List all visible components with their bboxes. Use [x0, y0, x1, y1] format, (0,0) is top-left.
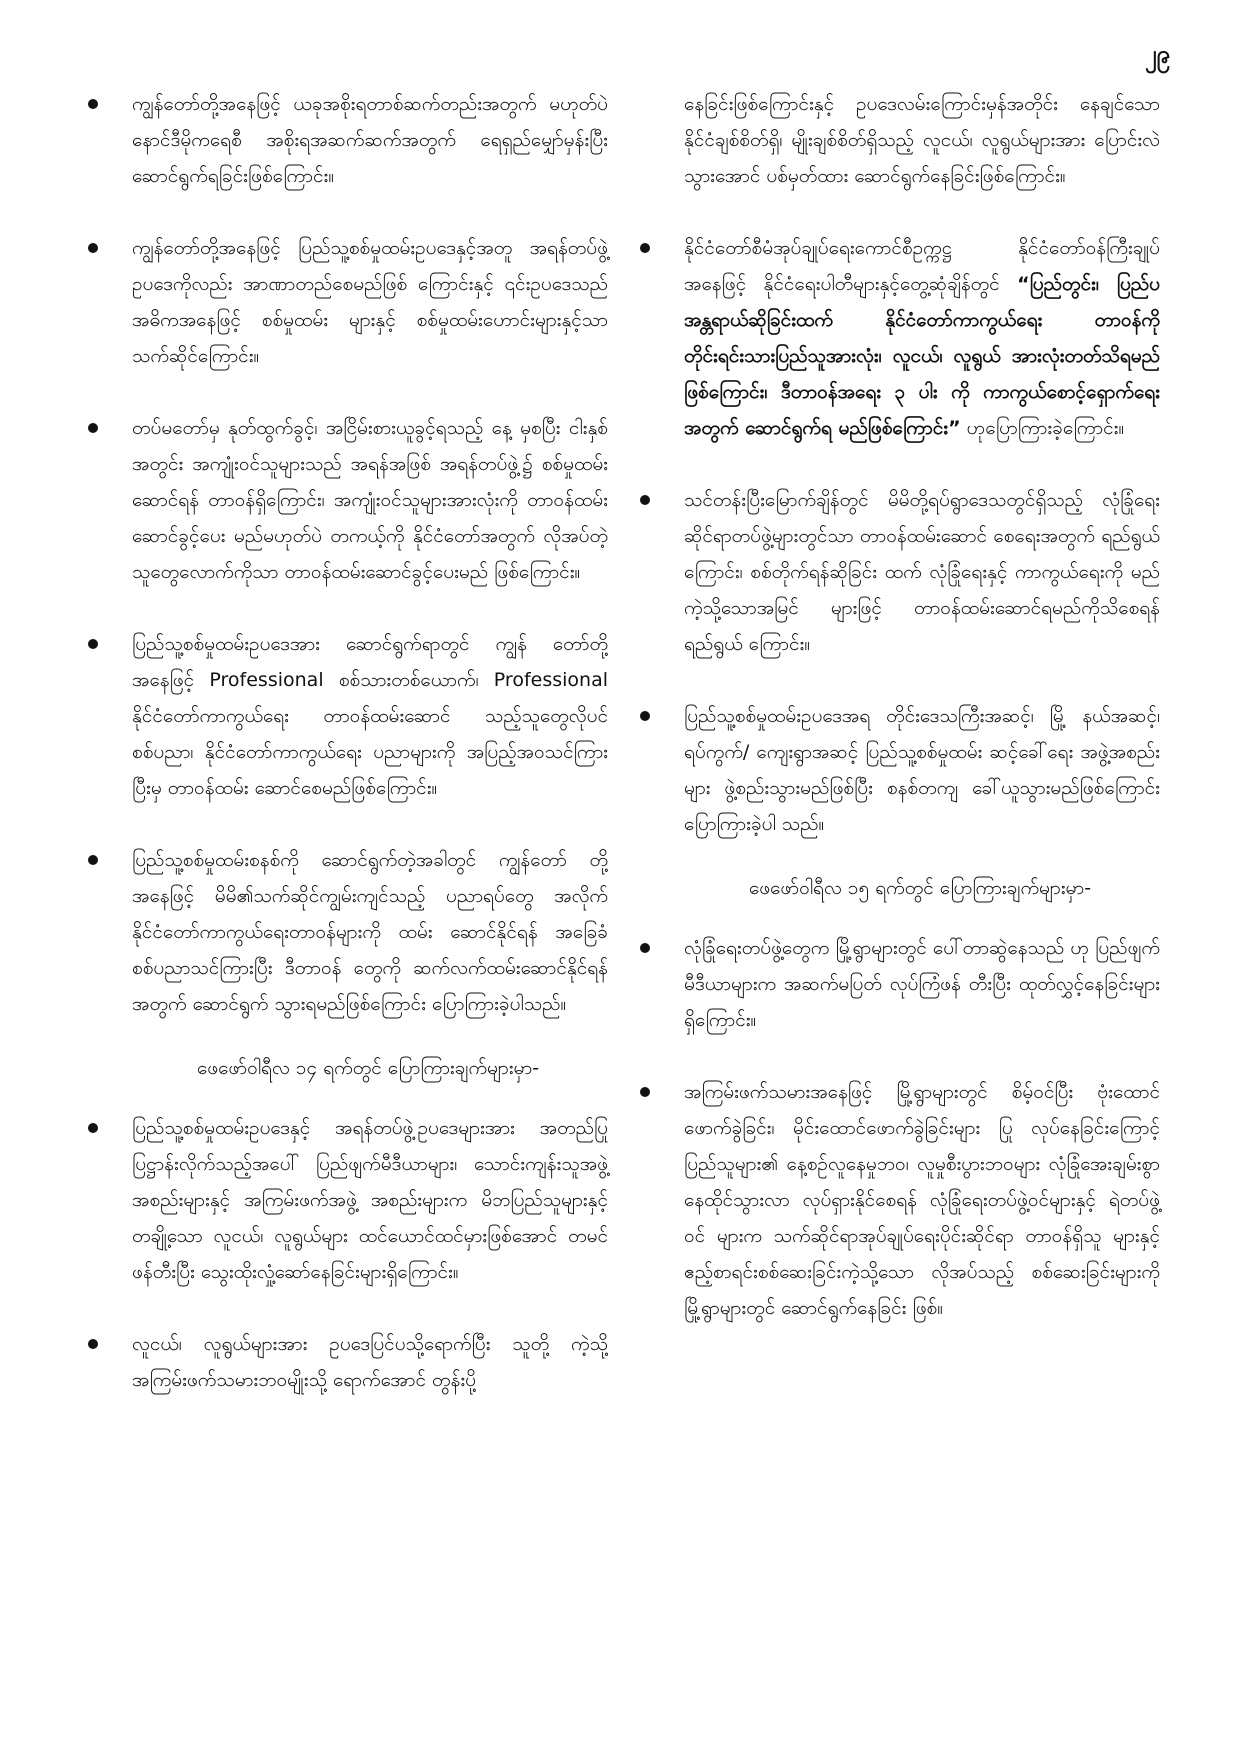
bullet-icon	[88, 99, 98, 109]
bullet-icon	[88, 855, 98, 865]
bullet-text: သင်တန်းပြီးမြောက်ချိန်တွင် မိမိတို့ရပ်ရွာဒေသတွင်ရှိသည့် လုံခြုံရေးဆိုင်ရာတပ်ဖွဲ့များတွင်သာ တာဝန်ထမ်းဆောင် စေရေးအတွက် ရည်ရွယ်ကြောင်း၊ စစ်တိုက်ရန်ဆိုခြင်း ထက် လုံခြုံရေးနှင့် ကာကွယ်ရေးကို မည်ကဲ့သို့သောအမြင် များဖြင့် တာဝန်ထမ်းဆောင်ရမည်ကိုသိစေရန် ရည်ရွယ် ကြောင်း။	[684, 489, 1160, 655]
bullet-item	[88, 626, 608, 806]
bullet-icon	[88, 423, 98, 433]
bullet-text: ပြည်သူ့စစ်မှုထမ်းစနစ်ကို ဆောင်ရွက်တဲ့အခါတွင် ကျွန်တော် တို့အနေဖြင့် မိမိ၏သက်ဆိုင်ကျွမ်းကျင်သည့် ပညာရပ်တွေ အလိုက် နိုင်ငံတော်ကာကွယ်ရေးတာဝန်များကို ထမ်း ဆောင်နိုင်ရန် အခြေခံစစ်ပညာသင်ကြားပြီး ဒီတာဝန် တွေကို ဆက်လက်ထမ်းဆောင်နိုင်ရန်အတွက် ဆောင်ရွက် သွားရမည်ဖြစ်ကြောင်း ပြောကြားခဲ့ပါသည်။	[132, 849, 608, 1015]
bullet-item	[88, 86, 608, 194]
bullet-item	[88, 410, 608, 590]
bullet-item	[640, 230, 1160, 446]
bullet-text: အကြမ်းဖက်သမားအနေဖြင့် မြို့ရွာများတွင် စိမ့်ဝင်ပြီး ဗုံးထောင်ဖောက်ခွဲခြင်း၊ မိုင်းထောင်ဖောက်ခွဲခြင်းများ ပြု လုပ်နေခြင်းကြောင့် ပြည်သူများ၏ နေ့စဉ်လူနေမှုဘဝ၊ လူမှုစီးပွားဘဝများ လုံခြုံအေးချမ်းစွာ နေထိုင်သွားလာ လုပ်ရှားနိုင်စေရန် လုံခြုံရေးတပ်ဖွဲ့ဝင်များနှင့် ရဲတပ်ဖွဲ့ဝင် များက သက်ဆိုင်ရာအုပ်ချုပ်ရေးပိုင်းဆိုင်ရာ တာဝန်ရှိသူ များနှင့် ဧည့်စာရင်းစစ်ဆေးခြင်းကဲ့သို့သော လိုအပ်သည့် စစ်ဆေးခြင်းများကို မြို့ရွာများတွင် ဆောင်ရွက်နေခြင်း ဖြစ်။	[684, 1081, 1160, 1319]
page-number: ၂၉	[1144, 40, 1170, 68]
bullet-icon	[88, 1339, 98, 1349]
bullet-text: ကျွန်တော်တို့အနေဖြင့် ယခုအစိုးရတာစ်ဆက်တည်းအတွက် မဟုတ်ပဲ နောင်ဒီမိုကရေစီ အစိုးရအဆက်ဆက်အတွက် ရေရှည်မျှော်မှန်းပြီး ဆောင်ရွက်ရခြင်းဖြစ်ကြောင်း။	[132, 93, 608, 187]
bullet-text: ပြည်သူ့စစ်မှုထမ်းဥပဒေအား ဆောင်ရွက်ရာတွင် ကျွန် တော်တို့အနေဖြင့် Professional စစ်သားတစ်ယောက်၊ Professional နိုင်ငံတော်ကာကွယ်ရေး တာဝန်ထမ်းဆောင် သည့်သူတွေလိုပင် စစ်ပညာ၊ နိုင်ငံတော်ကာကွယ်ရေး ပညာများကို အပြည့်အဝသင်ကြားပြီးမှ တာဝန်ထမ်း ဆောင်စေမည်ဖြစ်ကြောင်း။	[132, 633, 608, 799]
bullet-text: လူငယ်၊ လူရွယ်များအား ဥပဒေပြင်ပသို့ရောက်ပြီး သူတို့ ကဲ့သို့ အကြမ်းဖက်သမားဘဝမျိုးသို့ ရောက်အောင် တွန်းပို့	[132, 1333, 608, 1391]
bullet-item	[640, 930, 1160, 1038]
bullet-item	[88, 1326, 608, 1398]
bullet-text: လုံခြုံရေးတပ်ဖွဲ့တွေက မြို့ရွာများတွင် ပေါ်တာဆွဲနေသည် ဟု ပြည်ဖျက်မီဒီယာများက အဆက်မပြတ် လုပ်ကြံဖန် တီးပြီး ထုတ်လွှင့်နေခြင်းများရှိကြောင်း။	[684, 937, 1160, 1031]
bullet-icon	[640, 711, 650, 721]
bullet-icon	[640, 495, 650, 505]
bullet-text: ပြည်သူ့စစ်မှုထမ်းဥပဒေအရ တိုင်းဒေသကြီးအဆင့်၊ မြို့ နယ်အဆင့်၊ ရပ်ကွက်/ ကျေးရွာအဆင့် ပြည်သူ့စစ်မှုထမ်း ဆင့်ခေါ်ရေး အဖွဲ့အစည်းများ ဖွဲ့စည်းသွားမည်ဖြစ်ပြီး စနစ်တကျ ခေါ်ယူသွားမည်ဖြစ်ကြောင်း ပြောကြားခဲ့ပါ သည်။	[684, 705, 1160, 835]
bullet-text-outro: ဟုပြောကြားခဲ့ကြောင်း။	[960, 417, 1125, 439]
bullet-item	[640, 698, 1160, 842]
bullet-icon	[88, 243, 98, 253]
bullet-icon	[88, 1123, 98, 1133]
right-column	[640, 86, 1160, 1362]
left-column	[88, 86, 608, 1434]
bullet-text: ကျွန်တော်တို့အနေဖြင့် ပြည်သူ့စစ်မှုထမ်းဥပဒေနှင့်အတူ အရန်တပ်ဖွဲ့ဥပဒေကိုလည်း အာဏာတည်စေမည်ဖြစ် ကြောင်းနှင့် ၎င်းဥပဒေသည် အဓိကအနေဖြင့် စစ်မှုထမ်း များနှင့် စစ်မှုထမ်းဟောင်းများနှင့်သာ သက်ဆိုင်ကြောင်း။	[132, 237, 608, 367]
bullet-icon	[640, 243, 650, 253]
continuation-text: နေခြင်းဖြစ်ကြောင်းနှင့် ဥပဒေလမ်းကြောင်းမှန်အတိုင်း နေချင်သော နိုင်ငံချစ်စိတ်ရှိ၊ မျိုးချစ်စိတ်ရှိသည့် လူငယ်၊ လူရွယ်များအား ပြောင်းလဲသွားအောင် ပစ်မှတ်ထား ဆောင်ရွက်နေခြင်းဖြစ်ကြောင်း။	[684, 93, 1160, 187]
bullet-text: ပြည်သူ့စစ်မှုထမ်းဥပဒေနှင့် အရန်တပ်ဖွဲ့ဥပဒေများအား အတည်ပြုပြဋ္ဌာန်းလိုက်သည့်အပေါ် ပြည်ဖျက်မီဒီယာများ၊ သောင်းကျန်းသူအဖွဲ့အစည်းများနှင့် အကြမ်းဖက်အဖွဲ့ အစည်းများက မိဘပြည်သူများနှင့် တချို့သော လူငယ်၊ လူရွယ်များ ထင်ယောင်ထင်မှားဖြစ်အောင် တမင်ဖန်တီးပြီး သွေးထိုးလှုံ့ဆော်နေခြင်းများရှိကြောင်း။	[132, 1117, 608, 1283]
bold-quote: “ပြည်တွင်း၊ ပြည်ပအန္တရာယ်ဆိုခြင်းထက် နိုင်ငံတော်ကာကွယ်ရေး တာဝန်ကို တိုင်းရင်းသားပြည်သူအားလုံး၊ လူငယ်၊ လူရွယ် အားလုံးတတ်သိရမည်ဖြစ်ကြောင်း၊ ဒီတာဝန်အရေး ၃ ပါး ကို ကာကွယ်စောင့်ရှောက်ရေးအတွက် ဆောင်ရွက်ရ မည်ဖြစ်ကြောင်း”	[684, 273, 1161, 439]
bullet-text: တပ်မတော်မှ နုတ်ထွက်ခွင့်၊ အငြိမ်းစားယူခွင့်ရသည့် နေ့ မှစပြီး ငါးနှစ်အတွင်း အကျုံးဝင်သူများသည် အရန်အဖြစ် အရန်တပ်ဖွဲ့၌ စစ်မှုထမ်းဆောင်ရန် တာဝန်ရှိကြောင်း၊ အကျုံးဝင်သူများအားလုံးကို တာဝန်ထမ်းဆောင်ခွင့်ပေး မည်မဟုတ်ပဲ တကယ့်ကို နိုင်ငံတော်အတွက် လိုအပ်တဲ့ သူတွေလောက်ကိုသာ တာဝန်ထမ်းဆောင်ခွင့်ပေးမည် ဖြစ်ကြောင်း။	[132, 417, 608, 583]
date-heading: ဖေဖော်ဝါရီလ ၁၄ ရက်တွင် ပြောကြားချက်များမှာ-	[196, 1057, 540, 1079]
bullet-item	[88, 230, 608, 374]
bullet-item	[640, 482, 1160, 662]
bullet-text-intro: နိုင်ငံတော်စီမံအုပ်ချုပ်ရေးကောင်စီဥက္ကဋ္ဌ နိုင်ငံတော်ဝန်ကြီးချုပ် အနေဖြင့် နိုင်ငံရေးပါတီများနှင့်တွေ့ဆုံချိန်တွင်	[684, 237, 1160, 295]
bullet-icon	[640, 943, 650, 953]
date-heading: ဖေဖော်ဝါရီလ ၁၅ ရက်တွင် ပြောကြားချက်များမှာ-	[748, 877, 1092, 899]
bullet-item	[640, 1074, 1160, 1326]
bullet-item	[88, 1110, 608, 1290]
bullet-icon	[88, 639, 98, 649]
bullet-icon	[640, 1087, 650, 1097]
bullet-item	[88, 842, 608, 1022]
